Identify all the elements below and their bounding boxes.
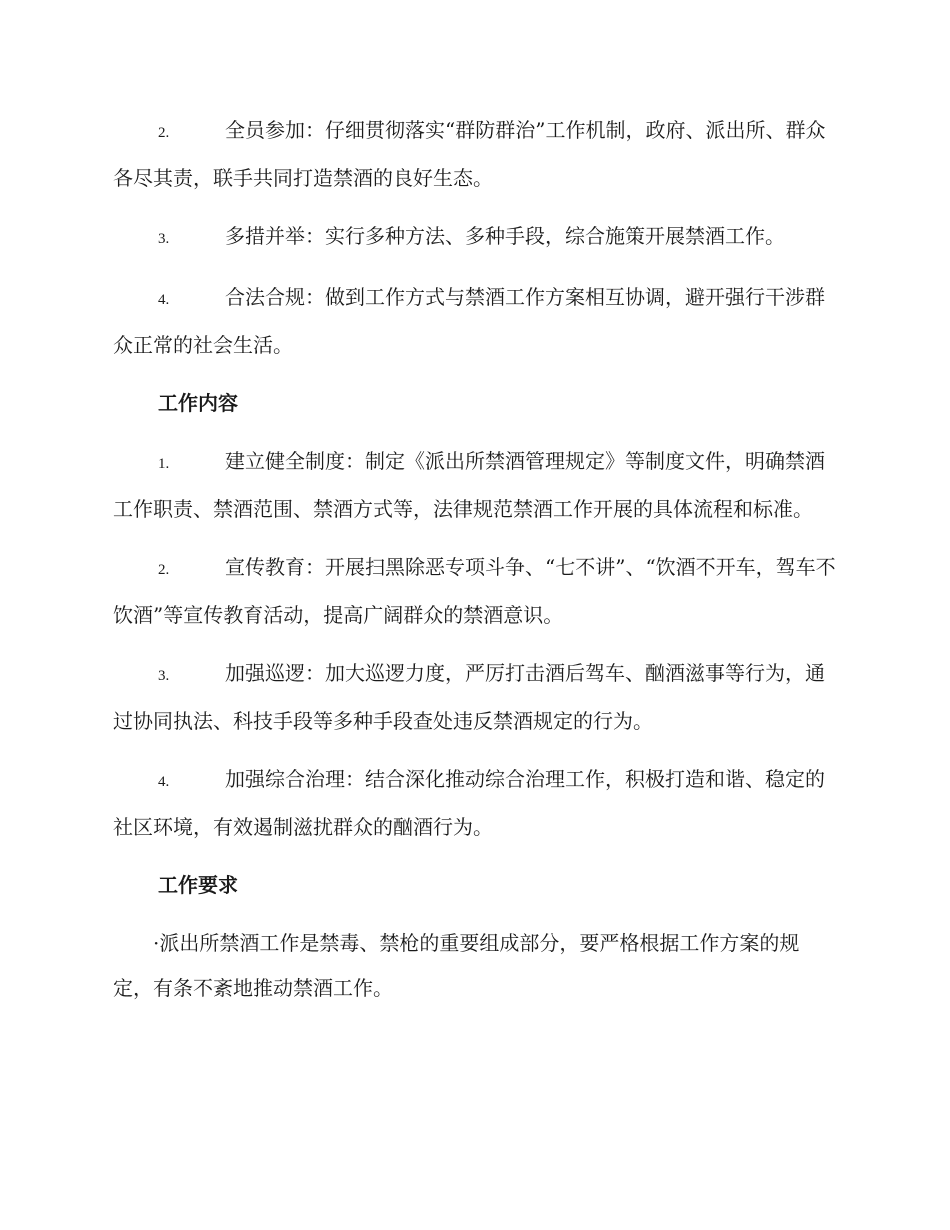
item-text: 建立健全制度：制定《派出所禁酒管理规定》等制度文件，明确禁酒工作职责、禁酒范围、禁酒方式等，法律规范禁酒工作开展的具体流程和标准。 [113,449,825,521]
bullet-marker: · [153,931,160,955]
content-item [113,757,837,850]
requirement-item [113,921,837,1011]
item-number: 2. [158,125,170,141]
item-number: 2. [158,562,170,578]
item-text: 派出所禁酒工作是禁毒、禁枪的重要组成部分，要严格根据工作方案的规定，有条不紊地推动禁酒工作。 [113,931,800,1000]
content-item [113,545,837,638]
document-body [113,108,837,1011]
section-heading-requirements: 工作要求 [158,873,238,897]
item-number: 4. [158,292,170,308]
item-text: 加强综合治理：结合深化推动综合治理工作，积极打造和谐、稳定的社区环境，有效遏制滋扰群众的酗酒行为。 [113,767,825,839]
item-text: 加强巡逻：加大巡逻力度，严厉打击酒后驾车、酗酒滋事等行为，通过协同执法、科技手段等多种手段查处违反禁酒规定的行为。 [113,661,825,733]
content-item [113,651,837,744]
item-number: 3. [158,668,170,684]
item-text: 合法合规：做到工作方式与禁酒工作方案相互协调，避开强行干涉群众正常的社会生活。 [113,285,825,357]
item-number: 1. [158,456,170,472]
item-number: 4. [158,774,170,790]
item-text: 全员参加：仔细贯彻落实“群防群治”工作机制，政府、派出所、群众各尽其责，联手共同打造禁酒的良好生态。 [113,118,826,190]
principle-item [113,108,837,201]
item-number: 3. [158,231,170,247]
content-item [113,439,837,532]
item-text: 宣传教育：开展扫黑除恶专项斗争、“七不讲”、“饮酒不开车，驾车不饮酒”等宣传教育活动，提高广阔群众的禁酒意识。 [113,555,836,627]
principle-item [113,275,837,368]
section-heading-content: 工作内容 [158,391,238,415]
item-text: 多措并举：实行多种方法、多种手段，综合施策开展禁酒工作。 [225,224,785,248]
principle-item [113,214,837,262]
